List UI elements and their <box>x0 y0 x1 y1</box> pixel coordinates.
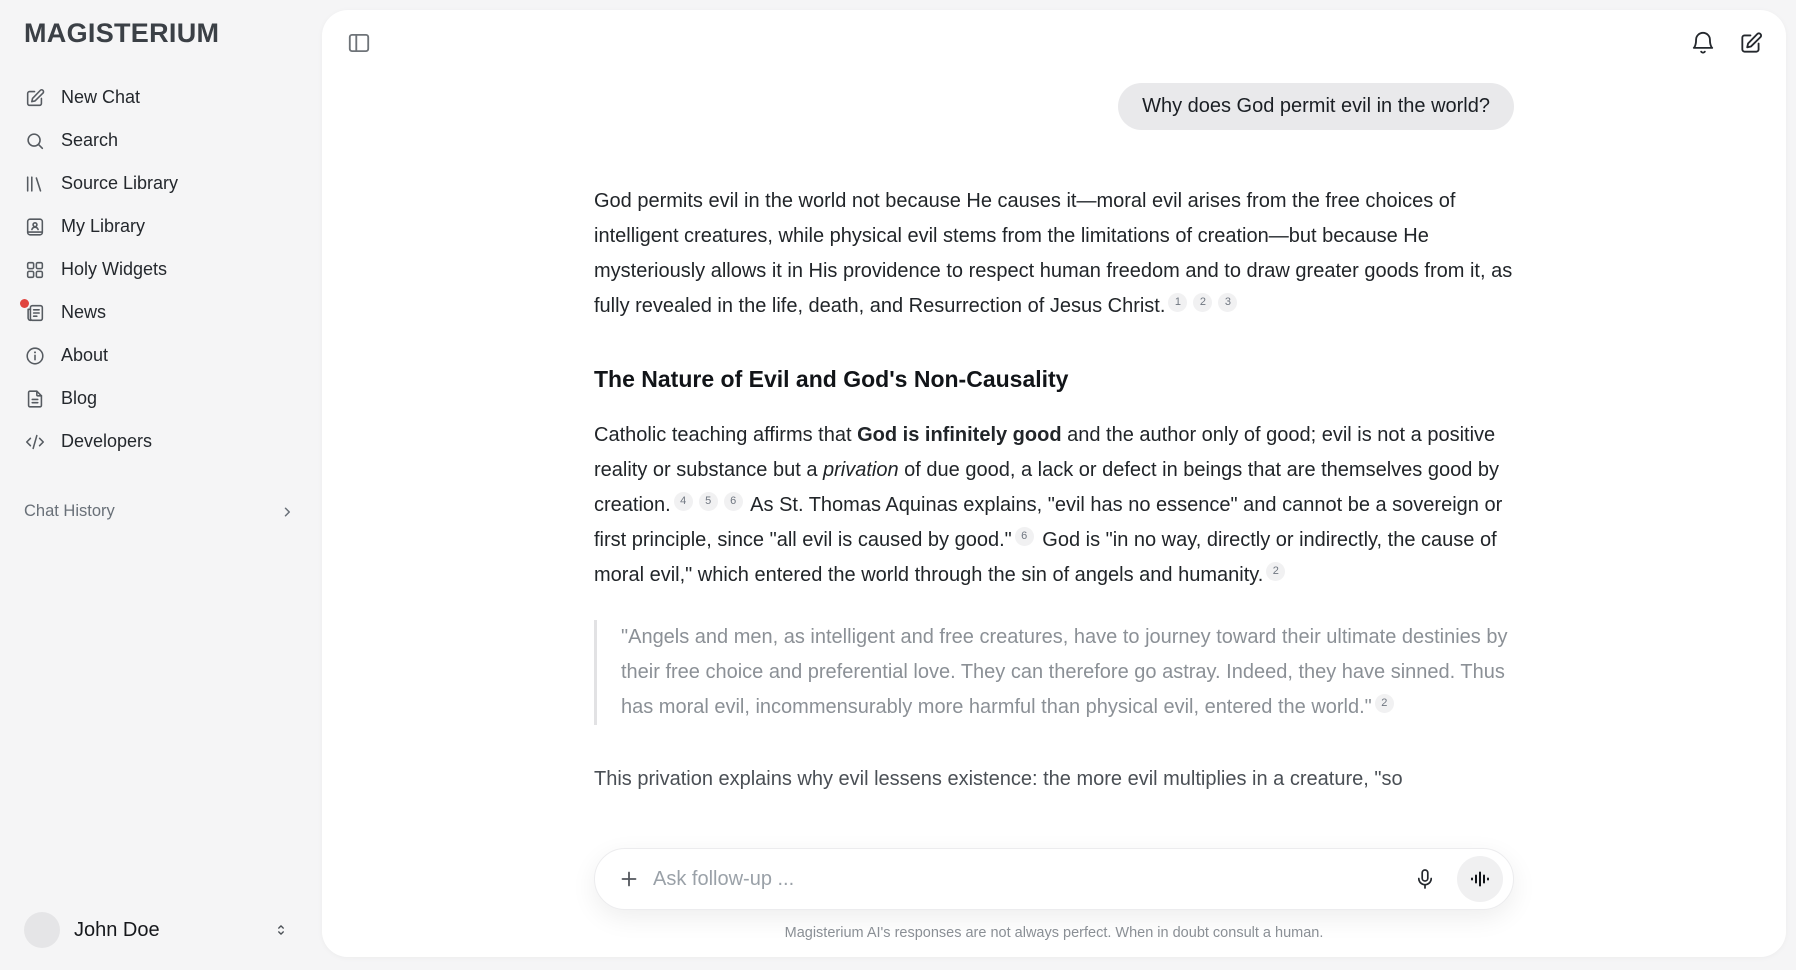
grid-icon <box>24 259 46 281</box>
pencil-square-icon <box>24 87 46 109</box>
sidebar-item-holy-widgets[interactable] <box>24 253 302 286</box>
voice-mode-button[interactable] <box>1457 856 1503 902</box>
citation-badge[interactable]: 2 <box>1193 293 1212 312</box>
brand-logo: MAGISTERIUM <box>24 18 220 48</box>
follow-up-input[interactable] <box>653 868 1401 891</box>
citation-badge[interactable]: 1 <box>1168 293 1187 312</box>
chat-history-toggle[interactable] <box>24 502 322 521</box>
disclaimer-text: Magisterium AI's responses are not always perfect. When in doubt consult a human. <box>784 925 1324 941</box>
document-icon <box>24 388 46 410</box>
plus-icon[interactable] <box>617 867 641 891</box>
composer-area <box>322 812 1786 957</box>
sidebar-item-new-chat[interactable] <box>24 81 302 114</box>
library-icon <box>24 173 46 195</box>
sidebar-toggle-icon[interactable] <box>346 30 372 56</box>
sidebar-nav <box>24 81 322 458</box>
chevrons-up-down-icon <box>272 921 290 939</box>
sidebar-item-label: Source Library <box>61 173 179 193</box>
citation-badge[interactable]: 2 <box>1266 562 1285 581</box>
new-chat-icon[interactable] <box>1738 30 1764 56</box>
sidebar-item-search[interactable] <box>24 124 302 157</box>
citation-badge[interactable]: 6 <box>1015 527 1034 546</box>
sidebar-item-label: Holy Widgets <box>61 259 168 279</box>
user-name: John Doe <box>74 918 160 941</box>
sidebar-item-label: Search <box>61 130 119 150</box>
notifications-bell-icon[interactable] <box>1690 30 1716 56</box>
microphone-icon[interactable] <box>1413 867 1437 891</box>
sidebar <box>0 0 322 970</box>
sidebar-item-news[interactable] <box>24 296 302 329</box>
avatar <box>24 912 60 948</box>
newspaper-icon <box>24 302 46 324</box>
sidebar-item-label: Blog <box>61 388 98 408</box>
section-heading: The Nature of Evil and God's Non-Causality <box>594 366 1069 392</box>
chat-panel <box>322 10 1786 957</box>
citation-badge[interactable]: 2 <box>1375 694 1394 713</box>
info-circle-icon <box>24 345 46 367</box>
citation-badge[interactable]: 4 <box>674 492 693 511</box>
sidebar-item-label: News <box>61 302 107 322</box>
user-message-bubble: Why does God permit evil in the world? <box>1118 83 1514 130</box>
conversation <box>594 10 1514 797</box>
sidebar-item-label: Developers <box>61 431 153 451</box>
sidebar-item-blog[interactable] <box>24 382 302 415</box>
search-icon <box>24 130 46 152</box>
sidebar-item-my-library[interactable] <box>24 210 302 243</box>
assistant-message <box>594 184 1514 797</box>
sidebar-item-label: About <box>61 345 109 365</box>
citation-badge[interactable]: 6 <box>724 492 743 511</box>
catechism-blockquote: "Angels and men, as intelligent and free creatures, have to journey toward their ultimate destinies by their free choice and preferential love. They can therefore go astray. Indeed, they have sinned. Thus has moral evil, incommensurably more harmful than physical evil, entered the world." $^2$ <box>594 620 1514 725</box>
contact-book-icon <box>24 216 46 238</box>
answer-body-paragraph: Catholic teaching affirms that God is infinitely good and the author only of good; evil is not a positive reality or substance but a privation of due good, a lack or defect in beings that are themselves good by creation. $^4$ $^5$ $^6$ As St. Thomas Aquinas explains, "evil has no essence" and cannot be a sovereign or first principle, since "all evil is caused by good." $^6$ God is "in no way, directly or indirectly, the cause of moral evil," which entered the world through the sin of angels and humanity. $^2$ <box>594 424 1503 586</box>
sidebar-item-source-library[interactable] <box>24 167 302 200</box>
user-menu[interactable] <box>16 906 298 954</box>
truncated-paragraph: This privation explains why evil lessens existence: the more evil multiplies in a creature, "so <box>594 768 1403 790</box>
sidebar-item-label: New Chat <box>61 87 141 107</box>
sidebar-item-about[interactable] <box>24 339 302 372</box>
citation-badge[interactable]: 3 <box>1218 293 1237 312</box>
sidebar-item-developers[interactable] <box>24 425 302 458</box>
code-icon <box>24 431 46 453</box>
answer-intro-paragraph: God permits evil in the world not because He causes it—moral evil arises from the free choices of intelligent creatures, while physical evil stems from the limitations of creation—but because He mysteriously allows it in His providence to respect human freedom and to draw greater goods from it, as fully revealed in the life, death, and Resurrection of Jesus Christ. $^1$ $^2$ $^3$ <box>594 190 1513 317</box>
chevron-right-icon <box>278 503 296 521</box>
follow-up-input-bar <box>594 848 1514 910</box>
sidebar-item-label: My Library <box>61 216 146 236</box>
unread-dot <box>20 299 29 308</box>
citation-badge[interactable]: 5 <box>699 492 718 511</box>
chat-history-label: Chat History <box>24 502 115 520</box>
waveform-icon <box>1468 867 1492 891</box>
